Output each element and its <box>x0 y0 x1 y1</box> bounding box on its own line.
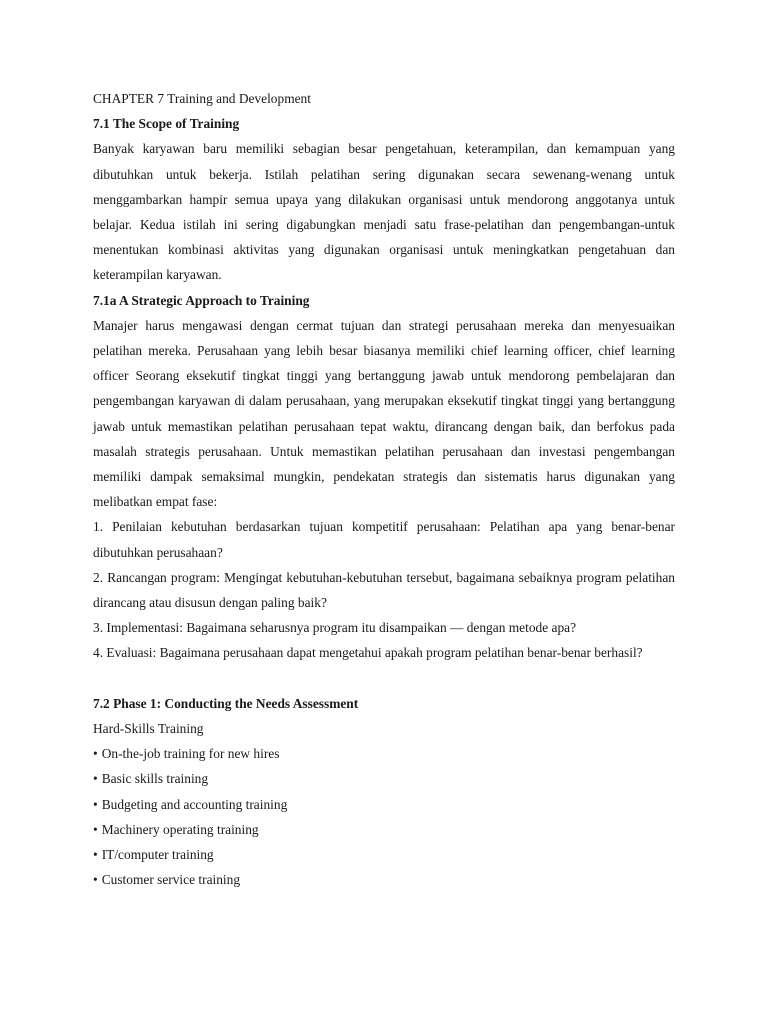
section-heading-needs-assessment: 7.2 Phase 1: Conducting the Needs Assessment <box>93 695 359 711</box>
bullet-icon: • <box>93 872 98 888</box>
paragraph-strategic: Manajer harus mengawasi dengan cermat tujuan dan strategi perusahaan mereka dan menyesuaikan pelatihan mereka. Perusahaan yang lebih besar biasanya memiliki chief learning officer, chief learning officer Seorang eksekutif tingkat tinggi yang bertanggung jawab untuk mendorong pembelajaran dan pengembangan karyawan di dalam perusahaan, yang merupakan eksekutif tingkat tinggi yang bertanggung jawab untuk memastikan pelatihan perusahaan tepat waktu, dirancang dengan baik, dan berfokus pada masalah strategis perusahaan. Untuk memastikan pelatihan perusahaan dan investasi pengembangan memiliki dampak semaksimal mungkin, pendekatan strategis dan sistematis harus digunakan yang melibatkan empat fase: <box>93 317 675 510</box>
section-heading-scope: 7.1 The Scope of Training <box>93 116 240 132</box>
list-item-text: Customer service training <box>101 872 241 888</box>
subheading-hard-skills: Hard-Skills Training <box>93 721 204 737</box>
list-item-text: On-the-job training for new hires <box>101 746 280 762</box>
phase-item: 3. Implementasi: Bagaimana seharusnya program itu disampaikan — dengan metode apa? <box>93 620 577 636</box>
list-item-text: Basic skills training <box>101 771 209 787</box>
chapter-title: CHAPTER 7 Training and Development <box>93 91 311 106</box>
blank-line <box>93 666 675 691</box>
list-item <box>93 842 675 867</box>
bullet-icon: • <box>93 746 98 762</box>
document-page <box>93 86 675 892</box>
list-item <box>93 817 675 842</box>
hard-skills-list <box>93 741 675 892</box>
list-item <box>93 867 675 892</box>
list-item-text: Budgeting and accounting training <box>101 796 288 812</box>
list-item <box>93 766 675 791</box>
list-item-text: Machinery operating training <box>101 821 259 837</box>
section-heading-strategic: 7.1a A Strategic Approach to Training <box>93 292 310 308</box>
list-item <box>93 741 675 766</box>
list-item-text: IT/computer training <box>101 847 214 863</box>
bullet-icon: • <box>93 821 98 837</box>
paragraph-scope: Banyak karyawan baru memiliki sebagian besar pengetahuan, keterampilan, dan kemampuan yang dibutuhkan untuk bekerja. Istilah pelatihan sering digunakan secara sewenang-wenang untuk menggambarkan hampir semua upaya yang dilakukan organisasi untuk mendorong anggotanya untuk belajar. Kedua istilah ini sering digabungkan menjadi satu frase-pelatihan dan pengembangan-untuk menentukan kombinasi aktivitas yang digunakan organisasi untuk meningkatkan pengetahuan dan keterampilan karyawan. <box>93 141 675 283</box>
phase-item: 2. Rancangan program: Mengingat kebutuhan-kebutuhan tersebut, bagaimana sebaiknya program pelatihan dirancang atau disusun dengan paling baik? <box>93 569 675 611</box>
bullet-icon: • <box>93 847 98 863</box>
list-item <box>93 792 675 817</box>
bullet-icon: • <box>93 771 98 787</box>
bullet-icon: • <box>93 796 98 812</box>
phase-item: 1. Penilaian kebutuhan berdasarkan tujuan kompetitif perusahaan: Pelatihan apa yang benar-benar dibutuhkan perusahaan? <box>93 519 675 560</box>
phase-item: 4. Evaluasi: Bagaimana perusahaan dapat mengetahui apakah program pelatihan benar-benar berhasil? <box>93 645 643 661</box>
